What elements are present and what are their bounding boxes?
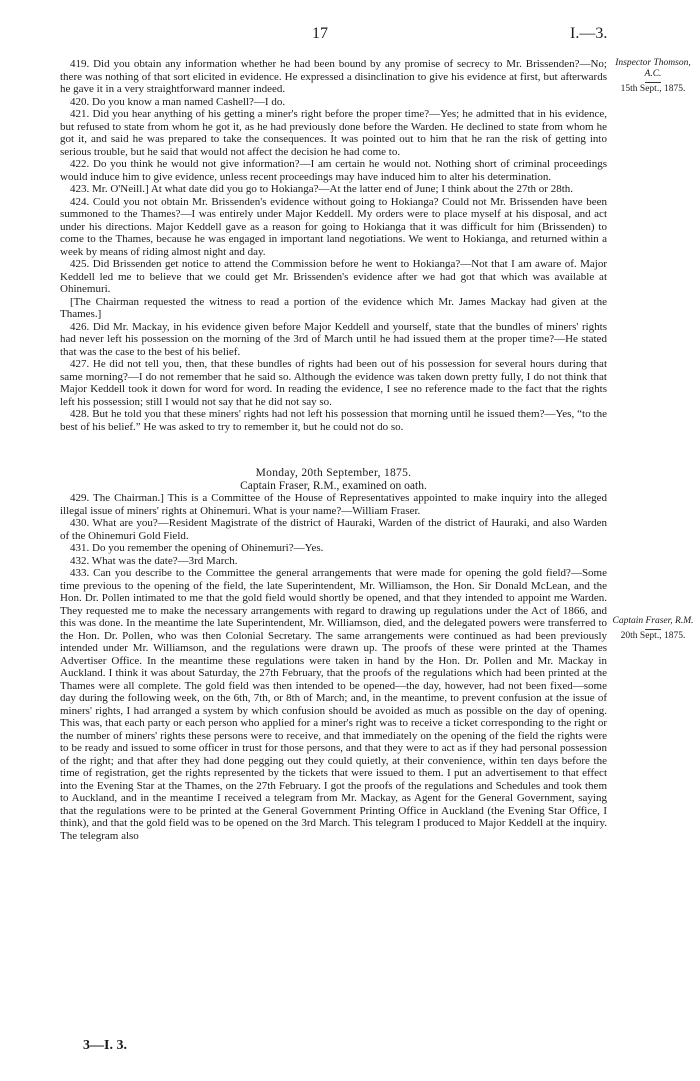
paragraph: 422. Do you think he would not give information?—I am certain he would not. Nothing short of criminal proceedings would induce him to give evidence, unless recent proceedings may have induced him to alter his determination.	[60, 158, 607, 183]
paragraph: 433. Can you describe to the Committee the general arrangements that were made for opening the gold field?—Some time previous to the opening of the field, the late Superintendent, Mr. Williamson, the Hon. Sir Donald McLean, and the Hon. Dr. Pollen intimated to me that the gold field would shortly be opened, and that they intended to appoint me Warden. They requested me to make the necessary arrangements with regard to drawing up regulations under the Act of 1866, and this was done. In the meantime the late Superintendent, Mr. Williamson, died, and the delegated powers were transferred to the Hon. Dr. Pollen, who was then Colonial Secretary. The same arrangements were continued as had been previously intended under Mr. Williamson, and the regulations were drawn up. The proofs of these were printed at the Thames Advertiser Office. In the meantime these regulations were taken in hand by the Hon. Dr. Pollen and Mr. Mackay in Auckland. I think it was about Saturday, the 27th February, that the proofs of the regulations which had been printed at the Thames were all complete. The gold field was then intended to be opened—the day, however, had not been fixed—some day during the following week, on the 6th, 7th, or 8th of March; and, in the meantime, to prevent confusion at the issue of miners' rights, I had arranged a system by which confusion should be avoided as much as possible on the day of opening. This was, that each party or each person who applied for a miner's right was to receive a ticket corresponding to the right or the number of miners' rights these persons were to receive, and that immediately on the opening of the field the rights were to be ready and issued to some officer in trust for those persons, and that they were to act as if they had personal possession of the right; and that after they had done pegging out they could quietly, at their convenience, within ten days before the time of registration, get the rights represented by the tickets that were issued to them. I put an advertisement to that effect into the Evening Star at the Thames, on the 27th February. I got the proofs of the regulations and Schedules and took them to Auckland, and in the meantime I received a telegram from Mr. Mackay, as Agent for the General Government, saying that the regulations were to be printed at the General Government Printing Office in Auckland (the Evening Star Office, I think), and that the gold field was to be opened on the 3rd March. This telegram I produced to Major Keddell at the inquiry. The telegram also	[60, 567, 607, 842]
margin-witness-name: Inspector Thomson, A.C.	[615, 58, 691, 79]
paragraph: 424. Could you not obtain Mr. Brissenden's evidence without going to Hokianga? Could not Mr. Brissenden have been summoned to the Thames?—I was entirely under Major Keddell. My orders were to place myself at his disposal, and act under his directions. Major Keddell gave as a reason for going to Hokianga that it was difficult for him (Brissenden) to come to the Thames, because he was engaged in important land negotiations. We went to Hokianga, and returned within a week by means of riding almost night and day.	[60, 195, 607, 258]
page-reference: I.—3.	[570, 25, 608, 42]
section-gap	[60, 433, 607, 467]
paragraph: 423. Mr. O'Neill.] At what date did you go to Hokianga?—At the latter end of June; I think about the 27th or 28th.	[70, 183, 574, 195]
margin-note-witness-2	[612, 616, 694, 642]
paragraph: 426. Did Mr. Mackay, in his evidence given before Major Keddell and yourself, state that the bundles of miners' rights had never left his possession on the morning of the 3rd of March until he had issued them at the proper time?—He stated that was the case to the best of his belief.	[60, 320, 607, 358]
paragraph: 427. He did not tell you, then, that these bundles of rights had been out of his possession for several hours during that same morning?—I do not remember that he said so. Although the evidence was taken down pretty fully, I do not think that Major Keddell took it down for word for word. In reading the evidence, I see no reference made to the fact that the rights left his possession; still I would not say that he did not say so.	[60, 358, 607, 408]
margin-rule	[645, 629, 661, 630]
paragraph: 429. The Chairman.] This is a Committee of the House of Representatives appointed to make inquiry into the alleged illegal issue of miners' rights at Ohinemuri. What is your name?—William Fraser.	[60, 492, 607, 517]
margin-witness-date: 15th Sept., 1875.	[620, 84, 686, 94]
witness-heading: Captain Fraser, R.M., examined on oath.	[240, 479, 427, 492]
paragraph: 431. Do you remember the opening of Ohinemuri?—Yes.	[70, 542, 324, 554]
paragraph: 425. Did Brissenden get notice to attend the Commission before he went to Hokianga?—Not that I am aware of. Major Keddell led me to believe that we could get Mr. Brissenden's evidence after we had got that which was available at Ohinemuri.	[60, 258, 607, 295]
margin-witness-date: 20th Sept., 1875.	[620, 631, 686, 641]
paragraph: 419. Did you obtain any information whether he had been bound by any promise of secrecy to Mr. Brissenden?—No; there was nothing of that sort elicited in evidence. He expressed a disinclination to give his evidence at first, but afterwards he gave it in a very straightforward manner indeed.	[60, 58, 607, 95]
margin-witness-name: Captain Fraser, R.M.	[612, 616, 694, 626]
signature-mark: 3—I. 3.	[83, 1038, 127, 1053]
page-number: 17	[312, 25, 328, 42]
paragraph: 421. Did you hear anything of his getting a miner's right before the proper time?—Yes; he admitted that in his evidence, but refused to state from whom he got it, as he had previously done before the Warden. He declined to state from whom he got it, and said he was prepared to take the consequences. It was pointed out to him that he ran the risk of getting into serious trouble, but he said that would not affect the decision he had come to.	[60, 108, 607, 158]
margin-note-witness-1	[612, 58, 694, 95]
paragraph: 420. Do you know a man named Cashell?—I do.	[70, 95, 286, 108]
date-heading: Monday, 20th September, 1875.	[255, 467, 412, 479]
paragraph: 432. What was the date?—3rd March.	[70, 554, 238, 567]
margin-rule	[645, 82, 661, 83]
paragraph: 428. But he told you that these miners' rights had not left his possession that morning until he issued them?—Yes, “to the best of his belief.” He was asked to try to remember it, but he could not do so.	[60, 408, 607, 433]
paragraph: 430. What are you?—Resident Magistrate of the district of Hauraki, Warden of the district of Hauraki, and also Warden of the Ohinemuri Gold Field.	[60, 517, 607, 542]
stage-direction: [The Chairman requested the witness to read a portion of the evidence which Mr. James Mackay had given at the Thames.]	[60, 295, 607, 320]
document-body	[60, 58, 607, 842]
